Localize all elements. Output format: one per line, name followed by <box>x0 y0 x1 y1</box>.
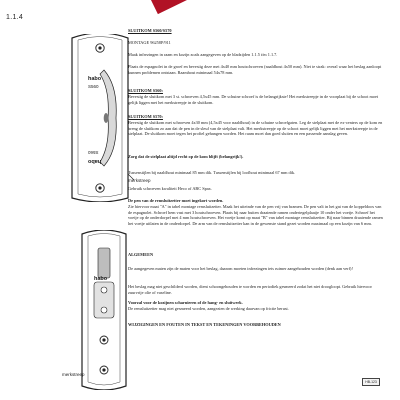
paragraph-s570: Bevestig de sluitkom met schroeven 4x30 mm (4,5x45 voor naaldhout) in de schuine schroefgaten. Leg de stelplaat met de ex-centers op de kom en breng de sluitkom zo aan dat de pen in de sleuf van de stelplaat valt. Het merkstreepje op de schoot moet gelijk liggen met het merkstreepje in de stelplaat. De sluitkom moet tegen het profiel gehangen worden. Het raam moet dan goed sluiten en een passende aanslag geven. <box>128 120 383 137</box>
paragraph-espagnolet: Plaats de espagnolet in de groef en bevestig deze met 4x40 mm houtschroeven (naaldhout 4x50 mm). Niet te strak: overal waar het beslag aanloopt kunnen problemen ontstaan. Raamhout minimaal 54x78 mm. <box>128 64 382 75</box>
paragraph-algemeen-maten: De aangegeven maten zijn de maten voor het beslag, daarom moeten infrezingen iets ruimer aangehouden worden (denk aan verf)! <box>128 266 353 271</box>
paragraph-algemeen-remsluitzetter: De remsluitzetter mag niet gesmeerd worden, aangezien de werking daarvan op frictie berust. <box>128 306 289 311</box>
heading-s570: SLUITKOM S570: <box>128 114 163 119</box>
heading-sluitkom: SLUITKOM S560/S570 <box>128 28 172 33</box>
top-code: S560 <box>88 84 99 89</box>
bottom-merkstreep-label: merkstreep <box>62 372 85 377</box>
section-number: 1.1.4 <box>6 14 24 21</box>
paragraph-algemeen-beslag: Het beslag mag niet geschilderd worden, dient schoongehouden te worden en periodiek gesmeerd zodat het niet droogloopt. Gebruik hiervoor zuurvrije olie of vaseline. <box>128 284 372 295</box>
paragraph-algemeen-voorzal: Voorzal voor de kozijnen scharnieren of de hang- en sluitwerk. <box>128 300 243 305</box>
top-logo: habo <box>88 76 102 82</box>
paragraph-schroeven: Gebruik schroeven kwaliteit Heco of ABC Spax. <box>128 186 212 191</box>
paragraph-tussenstijlen: Tussenstijlen bij naaldhout minimaal 85 mm dik. Tussenstijlen bij loofhout minimaal 67 mm dik. <box>128 170 296 175</box>
heading-remsluitzetter: De pen van de remsluitzetter moet ingekort worden. <box>128 198 224 203</box>
top-code-rev: S560 <box>88 150 99 155</box>
bottom-logo: habo <box>94 276 108 282</box>
heading-s560: SLUITKOM S560: <box>128 88 163 93</box>
paragraph-s570-important: Zorg dat de stelplaat altijd recht op de kom blijft (belangrijk!). <box>128 154 244 159</box>
paragraph-s560: Bevestig de sluitkom met 3 st. schroeven 4,5x45 mm. De schuine schroef is de belangrijkste! Het merkstreepje in de voorplaat bij de schoot moet gelijk liggen met het merkstreepje in de sluitkom. <box>128 94 379 105</box>
top-logo-rev: habo <box>88 158 102 164</box>
heading-algemeen: ALGEMEEN <box>128 252 154 257</box>
sluitkom-s570-drawing <box>72 230 136 390</box>
brand-corner-label <box>150 0 214 14</box>
heading-montage: MONTAGE 96258P/911 <box>128 40 171 45</box>
heading-wijzigingen: WIJZIGINGEN EN FOUTEN IN TEKST EN TEKENINGEN VOORBEHOUDEN <box>128 322 281 327</box>
paragraph-remsluitzetter: Zie hiervoor maat "A" in tabel montage remsluitzetter. Maak het uiteinde van de pen vrij van bramen. De pen valt in het gat van de koppeldoos van de espagnolet. Schroef hem vast met 3 houtschroeven. Plaats bij naar buiten draaiende ramen ondertegelplaatje 10 onder het voetje. Schroef het voetje op de onderdorpel met 4 mm houtschroeven. Het voetje komt op maat "B" van tabel montage remsluitzetter. Bij naar binnen draaiende ramen het voetje uitlaten in de onderdorpel. De arm van de remsluitzetter kan in de gewenste stand gezet worden maximaal op een kozijn van 6 mm. <box>128 204 383 226</box>
document-code-tag: HB-123 <box>362 378 380 386</box>
top-merkstreep-label: merkstreep <box>128 178 151 183</box>
paragraph-infrezingen: Maak infrezingen in raam en kozijn zoals aangegeven op de bladzijden 1.1.5 t/m 1.1.7. <box>128 52 278 57</box>
